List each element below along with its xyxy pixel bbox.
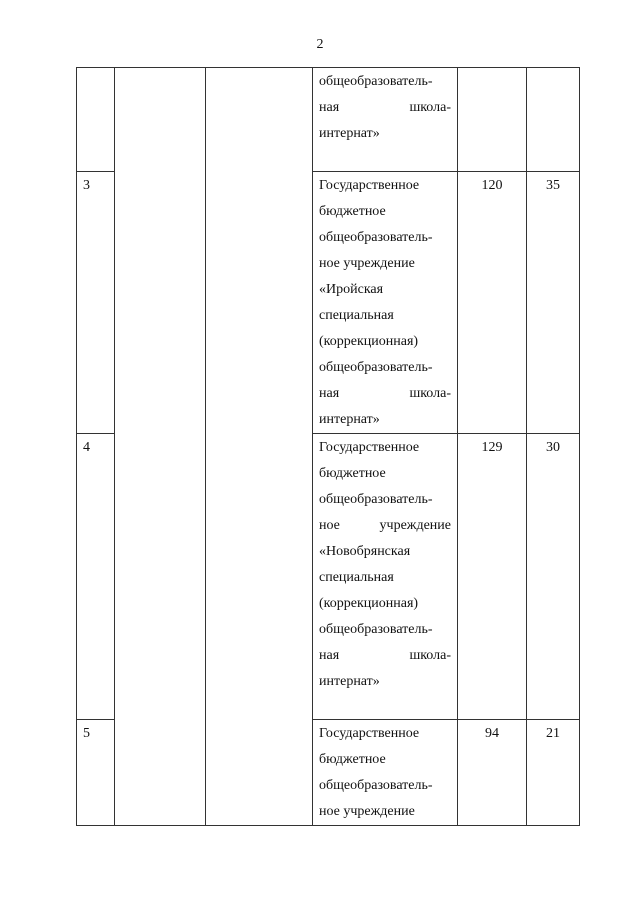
name-line: бюджетное	[319, 204, 386, 219]
name-word: школа-	[409, 100, 451, 115]
name-line: (коррекционная)	[319, 596, 419, 611]
table-row	[77, 68, 580, 172]
value-cell-2: 21	[527, 720, 580, 826]
name-line-justified	[319, 381, 451, 407]
name-line: общеобразователь-	[319, 230, 433, 245]
value-cell-1: 94	[458, 720, 527, 826]
value-cell-1	[458, 68, 527, 172]
name-word: ная	[319, 648, 340, 663]
empty-merged-column-3	[206, 68, 313, 826]
institution-name-cell	[313, 172, 458, 434]
row-number-cell	[77, 68, 115, 172]
value-cell-2	[527, 68, 580, 172]
row-number-cell: 3	[77, 172, 115, 434]
name-line: Государственное	[319, 440, 420, 455]
name-line: «Новобрянская	[319, 544, 411, 559]
name-line: «Иройская	[319, 282, 384, 297]
value-cell-1: 120	[458, 172, 527, 434]
name-line: интернат»	[319, 412, 380, 427]
name-line: Государственное	[319, 726, 420, 741]
name-line: интернат»	[319, 674, 380, 689]
name-line: бюджетное	[319, 752, 386, 767]
empty-merged-column-2	[115, 68, 206, 826]
name-line: (коррекционная)	[319, 334, 419, 349]
name-line: ное учреждение	[319, 804, 415, 819]
value-cell-2: 30	[527, 434, 580, 720]
name-line: бюджетное	[319, 466, 386, 481]
name-line: общеобразователь-	[319, 74, 433, 89]
row-number-cell: 5	[77, 720, 115, 826]
name-word: ное	[319, 518, 340, 533]
value-cell-1: 129	[458, 434, 527, 720]
name-word: учреждение	[379, 518, 451, 533]
name-word: ная	[319, 100, 340, 115]
name-line: общеобразователь-	[319, 622, 433, 637]
value-cell-2: 35	[527, 172, 580, 434]
name-word: школа-	[409, 648, 451, 663]
row-number-cell: 4	[77, 434, 115, 720]
institutions-table	[76, 67, 580, 826]
name-line: ное учреждение	[319, 256, 415, 271]
name-line: специальная	[319, 570, 394, 585]
institution-name-cell	[313, 434, 458, 720]
name-line-justified	[319, 513, 451, 539]
name-line: общеобразователь-	[319, 778, 433, 793]
name-line: специальная	[319, 308, 394, 323]
name-word: школа-	[409, 386, 451, 401]
name-line: общеобразователь-	[319, 492, 433, 507]
institution-name-cell	[313, 68, 458, 172]
name-line: интернат»	[319, 126, 380, 141]
name-line-justified	[319, 95, 451, 121]
name-line: Государственное	[319, 178, 420, 193]
institution-name-cell	[313, 720, 458, 826]
name-line-justified	[319, 643, 451, 669]
page-number: 2	[316, 37, 324, 52]
name-line: общеобразователь-	[319, 360, 433, 375]
name-word: ная	[319, 386, 340, 401]
